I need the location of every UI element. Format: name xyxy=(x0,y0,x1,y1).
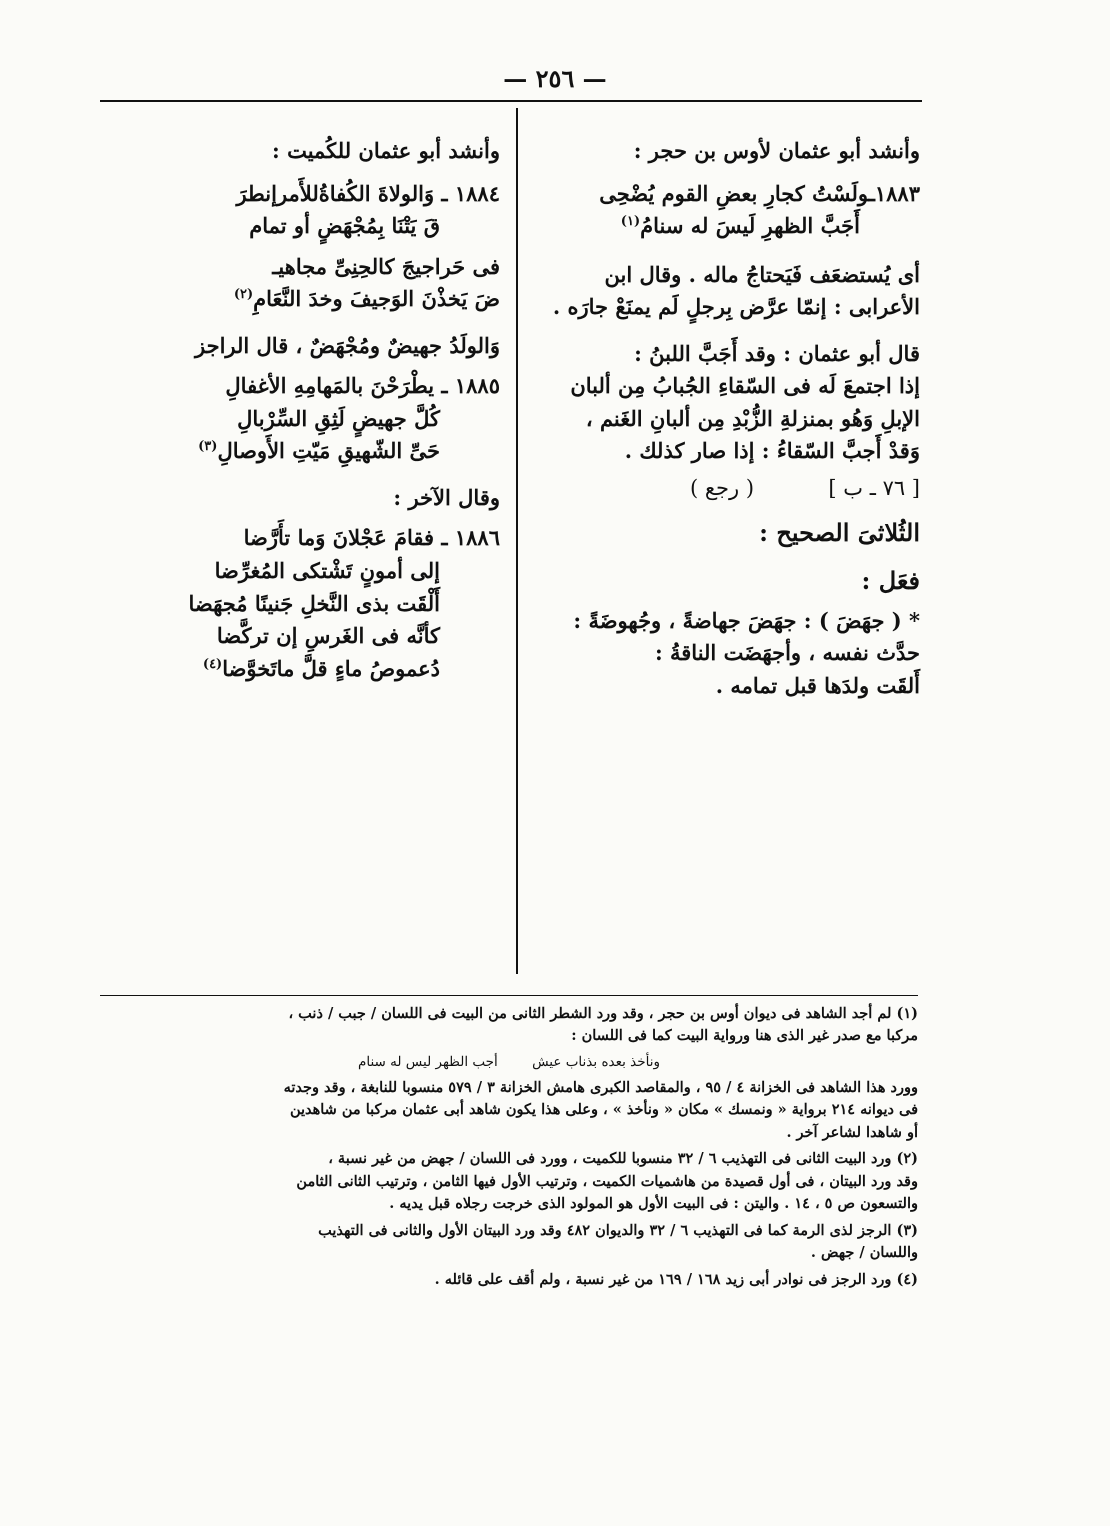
left-column xyxy=(100,135,500,685)
verse-1886-text: دُعموصُ ماءٍ قلَّ ماتَخوَّضا xyxy=(222,655,440,681)
footnote-rule xyxy=(100,995,918,996)
footnote-2 xyxy=(100,1148,918,1215)
folio-marker: [ ٧٦ ـ ب ] xyxy=(828,475,920,500)
verse-1883-first: ١٨٨٣ـولَسْتُ كجارِ بعضِ القوم يُضْحِى xyxy=(599,180,920,206)
commentary-line: وَقدْ أَجبَّ السّقاءُ : إذا صار كذلك . xyxy=(624,438,920,464)
verse-1885-line: كُلَّ جهيضٍ لَثِقِ السِّرْبالِ xyxy=(237,405,440,431)
verse-1884-line: ١٨٨٤ ـ وَالولاةَ الكُفاةُللأَمرإنطرَ xyxy=(236,180,500,206)
footnote-marker-4: (٤) xyxy=(202,656,223,672)
footnote-line: والتسعون ص ٥ ، ١٤ . واليتن : فى البيت الأول هو المولود الذى خرجت رجلاه قبل يديه . xyxy=(389,1195,918,1213)
verse-1883-second-text: أَجَبَّ الظهرِ لَيسَ له سنامُ xyxy=(640,213,860,239)
intro-kumayt: وأنشد أبو عثمان للكُميت : xyxy=(272,138,500,163)
commentary-line: الإبلِ وَهُو بمنزلةِ الزُّبْدِ مِن ألبانِ الغَنم ، xyxy=(585,405,920,431)
footnote-line: وورد هذا الشاهد فى الخزانة ٤ / ٩٥ ، والمقاصد الكبرى هامش الخزانة ٣ / ٥٧٩ منسوبا للنابغة ، وقد وجدته xyxy=(283,1078,918,1096)
footnote-marker-1: (١) xyxy=(620,214,641,230)
verse-1884-line: قَ يَتْنَا بِمُجْهَضٍ أو تمام xyxy=(249,213,440,239)
footnote-marker-3: (٣) xyxy=(198,439,218,455)
footnote-line: فى ديوانه ٢١٤ برواية « ونمسك » مكان « ونأخذ » ، وعلى هذا يكون شاهد أبى عثمان مركبا من شاهدين xyxy=(289,1101,918,1119)
footnotes xyxy=(100,1003,918,1295)
commentary-1883 xyxy=(530,259,920,468)
column-divider xyxy=(516,108,518,974)
intro-aws: وأنشد أبو عثمان لأوس بن حجر : xyxy=(633,138,920,163)
top-rule xyxy=(100,100,922,102)
sub-heading: فعَل : xyxy=(861,565,920,595)
folio-note: ( رجع ) xyxy=(690,475,755,500)
entry-line xyxy=(530,605,920,638)
verse-1885-line xyxy=(100,435,500,468)
footnote-3 xyxy=(100,1220,918,1265)
footnote-1-continued xyxy=(100,1077,918,1144)
footnote-verse-hemistich: أجب الظهر ليس له سنام xyxy=(358,1053,498,1070)
footnote-1 xyxy=(100,1003,918,1048)
entry-text: ( جهَضَ ) : جهَضَ جهاضةً ، وجُهوضَةً : xyxy=(573,607,902,633)
verse-1886-line xyxy=(100,653,500,686)
verse-1886-line: ١٨٨٦ ـ فقامَ عَجْلانَ وَما تأَرَّضا xyxy=(243,525,500,551)
right-column xyxy=(530,135,920,702)
footnote-marker-2: (٢) xyxy=(233,287,254,303)
entry-line: حدَّث نفسه ، وأجهَضَت الناقةُ : xyxy=(654,640,920,666)
entry-line: أَلقَت ولدَها قبل تمامه . xyxy=(715,672,920,698)
footnote-line: وقد ورد البيتان ، فى أول قصيدة من هاشميات الكميت ، وترتيب الأول فيها الثامن ، وترتيب الثانى الثامن xyxy=(296,1172,918,1190)
footnote-line: أو شاهدا لشاعر آخر . xyxy=(786,1123,918,1141)
footnote-line: (٤) ورد الرجز فى نوادر أبى زيد ١٦٨ / ١٦٩ من غير نسبة ، ولم أقف على قائله . xyxy=(434,1270,918,1288)
commentary-line: قال أبو عثمان : وقد أَجَبَّ اللبنُ : xyxy=(634,340,920,366)
intro-other-poet: وقال الآخر : xyxy=(393,484,500,510)
page-number: — ٢٥٦ — xyxy=(503,64,607,93)
footnote-line: (١) لم أجد الشاهد فى ديوان أوس بن حجر ، وقد ورد الشطر الثانى من البيت فى اللسان / جبب / ذنب ، xyxy=(288,1005,918,1022)
footnote-1-verse xyxy=(100,1052,918,1073)
footnote-line: (٣) الرجز لذى الرمة كما فى التهذيب ٦ / ٣٢ والديوان ٤٨٢ وقد ورد البيتان الأول والثانى فى التهذيب xyxy=(318,1221,918,1239)
verse-1884-text: ضَ يَخذْنَ الوَجيفَ وخدَ النَّعَامِ xyxy=(253,286,500,312)
verse-1885-text: حَىِّ الشّهيقِ مَيّتِ الأَوصالِ xyxy=(217,438,440,464)
verse-1884-line xyxy=(100,283,500,316)
footnote-line: (٢) ورد البيت الثانى فى التهذيب ٦ / ٣٢ منسوبا للكميت ، وورد فى اللسان / جهض من غير نسبة ، xyxy=(328,1150,918,1168)
verse-1886-line: كأنَّه فى الغَرسِ إن تركَّضا xyxy=(216,623,440,649)
commentary-line: أى يُستضعَف فَيَحتاجُ ماله . وقال ابن xyxy=(604,261,920,287)
folio-row xyxy=(530,472,920,505)
verse-1883-second xyxy=(530,210,920,243)
commentary-jahid: وَالولَدُ جهيضٌ ومُجْهَضٌ ، قال الراجز xyxy=(195,332,500,358)
footnote-line: واللسان / جهض . xyxy=(810,1244,918,1262)
footnote-line: مركبا مع صدر غير الذى هنا ورواية البيت كما فى اللسان : xyxy=(571,1027,918,1045)
star-marker: * xyxy=(909,607,920,633)
verse-1886-line: إلى أمونٍ تَشْتكى المُغرِّضا xyxy=(214,558,440,584)
footnote-verse-hemistich: ونأخذ بعده بذناب عيش xyxy=(532,1053,660,1070)
verse-1884-line: فى حَراجيجَ كالحِنِىِّ مجاهيـ xyxy=(272,253,500,279)
verse-1886-line: أَلْقَت بذى النَّخلِ جَنينًا مُجهَضا xyxy=(188,590,440,616)
commentary-line: الأعرابى : إنمّا عرَّض بِرجلٍ لَم يمنَعْ جارَه . xyxy=(552,294,920,320)
footnote-4 xyxy=(100,1269,918,1291)
commentary-line: إذا اجتمعَ لَه فى السّقاءِ الجُبابُ مِن ألبان xyxy=(570,373,920,399)
verse-1885-line: ١٨٨٥ ـ يطْرَحْنَ بالمَهامِهِ الأغفالِ xyxy=(225,373,500,399)
section-heading: الثُلاثىَ الصحيح : xyxy=(759,518,920,548)
